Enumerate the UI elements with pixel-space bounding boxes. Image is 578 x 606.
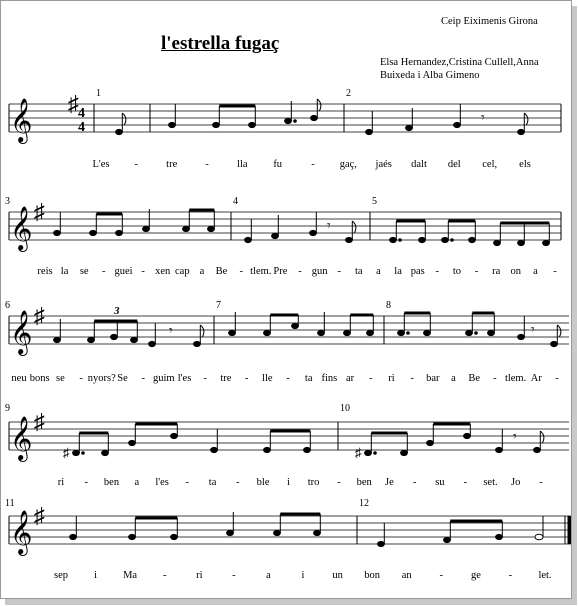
- lyric-syllable: Je: [385, 477, 394, 488]
- staff-lines: [9, 104, 561, 132]
- lyric-syllable: cel,: [482, 159, 498, 170]
- lyric-syllable: la: [394, 266, 402, 277]
- measure-number: 12: [359, 498, 369, 509]
- song-title: l'estrella fugaç: [161, 33, 280, 54]
- measure-number: 5: [372, 196, 377, 207]
- lyric-syllable: gun: [311, 266, 328, 277]
- staff-system-5: [9, 503, 571, 556]
- lyric-syllable: tre: [220, 373, 232, 384]
- eighth-rest-icon: 𝄾: [531, 323, 535, 338]
- lyric-syllable: lle: [262, 373, 273, 384]
- lyric-syllable: -: [286, 373, 290, 384]
- measure-number: 2: [346, 88, 351, 99]
- lyric-syllable: a: [199, 266, 205, 277]
- lyric-syllable: su: [435, 477, 445, 488]
- lyric-syllable: a: [533, 266, 538, 277]
- lyric-syllable: -: [79, 373, 83, 384]
- lyric-syllable: -: [141, 266, 145, 277]
- eighth-rest-icon: 𝄾: [327, 219, 331, 234]
- lyric-syllable: tlem.: [250, 266, 272, 277]
- measure-number: 8: [386, 300, 391, 311]
- lyric-syllable: Be: [468, 373, 481, 384]
- lyric-syllable: -: [539, 477, 543, 488]
- lyric-syllable: xen: [155, 266, 171, 277]
- eighth-rest-icon: 𝄾: [169, 324, 173, 339]
- school-name: Ceip Eiximenis Girona: [441, 16, 538, 27]
- eighth-rest-icon: 𝄾: [513, 430, 517, 445]
- staff-system-4: [9, 409, 569, 462]
- time-signature-denominator: 4: [78, 120, 85, 135]
- lyric-syllable: set.: [483, 477, 498, 488]
- lyric-syllable: Be: [215, 266, 228, 277]
- measure-number: 1: [96, 88, 101, 99]
- lyric-syllable: -: [439, 570, 444, 581]
- lyric-syllable: Ar: [530, 373, 542, 384]
- lyric-syllable: se: [79, 266, 89, 277]
- lyric-syllable: nyors?: [87, 373, 116, 384]
- lyric-syllable: fu: [273, 159, 283, 170]
- lyric-syllable: pas: [410, 266, 425, 277]
- lyric-syllable: -: [369, 373, 373, 384]
- lyric-syllable: -: [84, 477, 89, 488]
- lyric-syllable: sep: [54, 570, 68, 581]
- lyric-syllable: fins: [321, 373, 338, 384]
- lyric-syllable: ri: [57, 477, 65, 488]
- lyric-syllable: ben: [103, 477, 120, 488]
- lyric-syllable: bar: [426, 373, 440, 384]
- lyric-syllable: -: [232, 570, 236, 581]
- lyric-syllable: a: [451, 373, 456, 384]
- lyric-syllable: an: [401, 570, 412, 581]
- staff-system-1: [9, 91, 561, 144]
- lyric-syllable: Ma: [123, 570, 138, 581]
- authors-line-2: Buixeda i Alba Gimeno: [380, 70, 480, 81]
- lyric-syllable: -: [412, 477, 417, 488]
- key-signature-sharp-icon: ♯: [68, 91, 79, 116]
- lyric-syllable: -: [239, 266, 243, 277]
- lyric-syllable: -: [311, 159, 315, 170]
- lyric-syllable: a: [376, 266, 381, 277]
- lyric-syllable: guei: [114, 266, 133, 277]
- lyric-syllable: del: [447, 159, 461, 170]
- key-signature-sharp-icon: ♯: [34, 409, 45, 434]
- lyric-syllable: -: [244, 373, 249, 384]
- lyric-syllable: -: [337, 477, 341, 488]
- lyric-syllable: bon: [364, 570, 380, 581]
- treble-clef-icon: 𝄞: [10, 100, 33, 142]
- lyric-syllable: -: [298, 266, 302, 277]
- key-signature-sharp-icon: ♯: [34, 199, 45, 224]
- sharp-accidental-icon: ♯: [355, 445, 362, 460]
- lyric-syllable: to: [452, 266, 461, 277]
- lyric-syllable: jaés: [375, 159, 392, 170]
- lyric-syllable: cap: [175, 266, 190, 277]
- lyric-syllable: ble: [256, 477, 270, 488]
- lyric-syllable: on: [510, 266, 522, 277]
- key-signature-sharp-icon: ♯: [34, 303, 45, 328]
- measure-number: 9: [5, 403, 10, 414]
- lyric-syllable: -: [141, 373, 145, 384]
- lyric-syllable: ge: [470, 570, 481, 581]
- lyrics-layer: [11, 159, 559, 581]
- lyric-syllable: bons: [29, 373, 50, 384]
- lyric-syllable: -: [463, 477, 467, 488]
- measure-number: 11: [5, 498, 15, 509]
- notes: [70, 512, 543, 547]
- lyric-syllable: ri: [388, 373, 395, 384]
- measure-number: 3: [5, 196, 10, 207]
- treble-clef-icon: 𝄞: [10, 418, 33, 460]
- lyric-syllable: -: [102, 266, 106, 277]
- music-score: [1, 1, 571, 598]
- lyric-syllable: neu: [11, 373, 27, 384]
- lyric-syllable: ri: [196, 570, 203, 581]
- lyric-syllable: L'es: [92, 159, 110, 170]
- measure-number: 4: [233, 196, 238, 207]
- triplet-mark: 3: [114, 305, 120, 317]
- lyric-syllable: -: [205, 159, 209, 170]
- measure-number: 7: [216, 300, 221, 311]
- lyric-syllable: -: [203, 373, 207, 384]
- lyric-syllable: -: [410, 373, 414, 384]
- lyric-syllable: ar: [346, 373, 355, 384]
- lyric-syllable: let.: [538, 570, 552, 581]
- lyric-syllable: reis: [37, 266, 53, 277]
- lyric-syllable: Jo: [511, 477, 521, 488]
- lyric-syllable: -: [508, 570, 513, 581]
- lyric-syllable: l'es: [177, 373, 192, 384]
- lyric-syllable: guim: [153, 373, 175, 384]
- staff-lines: [9, 422, 569, 450]
- lyric-syllable: -: [553, 266, 557, 277]
- staff-system-3: [9, 303, 569, 356]
- eighth-rest-icon: 𝄾: [481, 111, 485, 126]
- measure-number: 6: [5, 300, 10, 311]
- lyric-syllable: -: [236, 477, 240, 488]
- lyric-syllable: i: [286, 477, 290, 488]
- lyric-syllable: -: [435, 266, 440, 277]
- lyric-syllable: gaç,: [339, 159, 357, 170]
- lyric-syllable: -: [493, 373, 497, 384]
- treble-clef-icon: 𝄞: [10, 208, 33, 250]
- treble-clef-icon: 𝄞: [10, 312, 33, 354]
- lyric-syllable: -: [337, 266, 341, 277]
- lyric-syllable: a: [134, 477, 140, 488]
- lyric-syllable: la: [60, 266, 69, 277]
- lyric-syllable: -: [474, 266, 479, 277]
- authors-line-1: Elsa Hernandez,Cristina Cullell,Anna: [380, 57, 539, 68]
- lyric-syllable: un: [332, 570, 343, 581]
- lyric-syllable: dalt: [411, 159, 427, 170]
- time-signature-numerator: 4: [78, 106, 85, 121]
- lyric-syllable: -: [162, 570, 167, 581]
- key-signature-sharp-icon: ♯: [34, 503, 45, 528]
- lyric-syllable: Se: [117, 373, 128, 384]
- lyric-syllable: -: [185, 477, 190, 488]
- lyric-syllable: i: [94, 570, 98, 581]
- lyric-syllable: ta: [208, 477, 217, 488]
- lyric-syllable: ben: [356, 477, 372, 488]
- lyric-syllable: lla: [237, 159, 248, 170]
- measure-number: 10: [340, 403, 350, 414]
- lyric-syllable: l'es: [155, 477, 169, 488]
- lyric-syllable: a: [266, 570, 271, 581]
- lyric-syllable: se: [56, 373, 65, 384]
- lyric-syllable: ra: [492, 266, 501, 277]
- lyric-syllable: ta: [304, 373, 313, 384]
- lyric-syllable: els: [519, 159, 531, 170]
- treble-clef-icon: 𝄞: [10, 512, 33, 554]
- lyric-syllable: ta: [355, 266, 363, 277]
- sharp-accidental-icon: ♯: [63, 445, 70, 460]
- lyric-syllable: -: [134, 159, 139, 170]
- lyric-syllable: tre: [166, 159, 178, 170]
- notes: [54, 305, 561, 347]
- lyric-syllable: tro: [307, 477, 320, 488]
- lyric-syllable: tlem.: [504, 373, 527, 384]
- lyric-syllable: -: [555, 373, 559, 384]
- staff-system-2: [9, 199, 561, 252]
- lyric-syllable: i: [301, 570, 305, 581]
- lyric-syllable: Pre: [273, 266, 288, 277]
